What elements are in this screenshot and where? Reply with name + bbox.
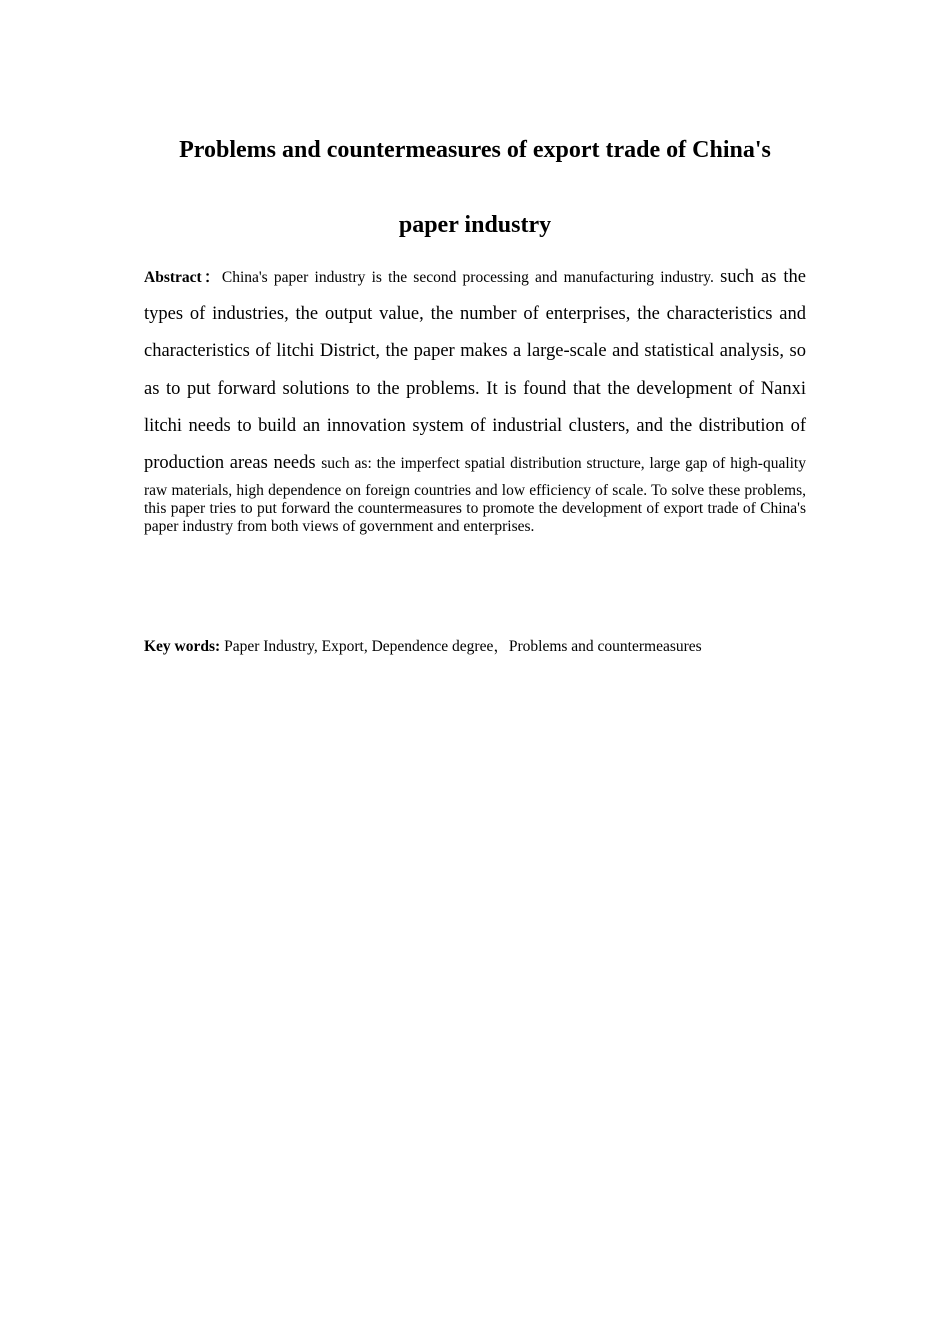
paper-title-line-2: paper industry	[398, 212, 552, 238]
abstract-label: Abstract：	[144, 269, 222, 286]
keywords-text: Paper Industry, Export, Dependence degree，Problems and countermeasures	[220, 638, 702, 655]
paper-title-line-1: Problems and countermeasures of export trade of China's	[179, 137, 771, 163]
keywords-line	[144, 636, 806, 658]
abstract-text-part-3: such as: the imperfect spatial distribution structure, large gap of high-quality raw materials, high dependence on foreign countries and low efficiency of scale. To solve these problems, this paper tries to put forward the countermeasures to promote the development of export trade of China's paper industry from both views of government and enterprises.	[144, 455, 806, 536]
keywords-label: Key words:	[144, 638, 221, 655]
abstract-text-part-1: China's paper industry is the second processing and manufacturing industry.	[221, 269, 721, 286]
abstract-text-part-2: such as the types of industries, the output value, the number of enterprises, the characteristics and characteristics of litchi District, the paper makes a large-scale and statistical analysis, so as to put forward solutions to the problems. It is found that the development of Nanxi litchi needs to build an innovation system of industrial clusters, and the distribution of production areas needs	[144, 267, 806, 474]
abstract-paragraph	[144, 259, 806, 536]
